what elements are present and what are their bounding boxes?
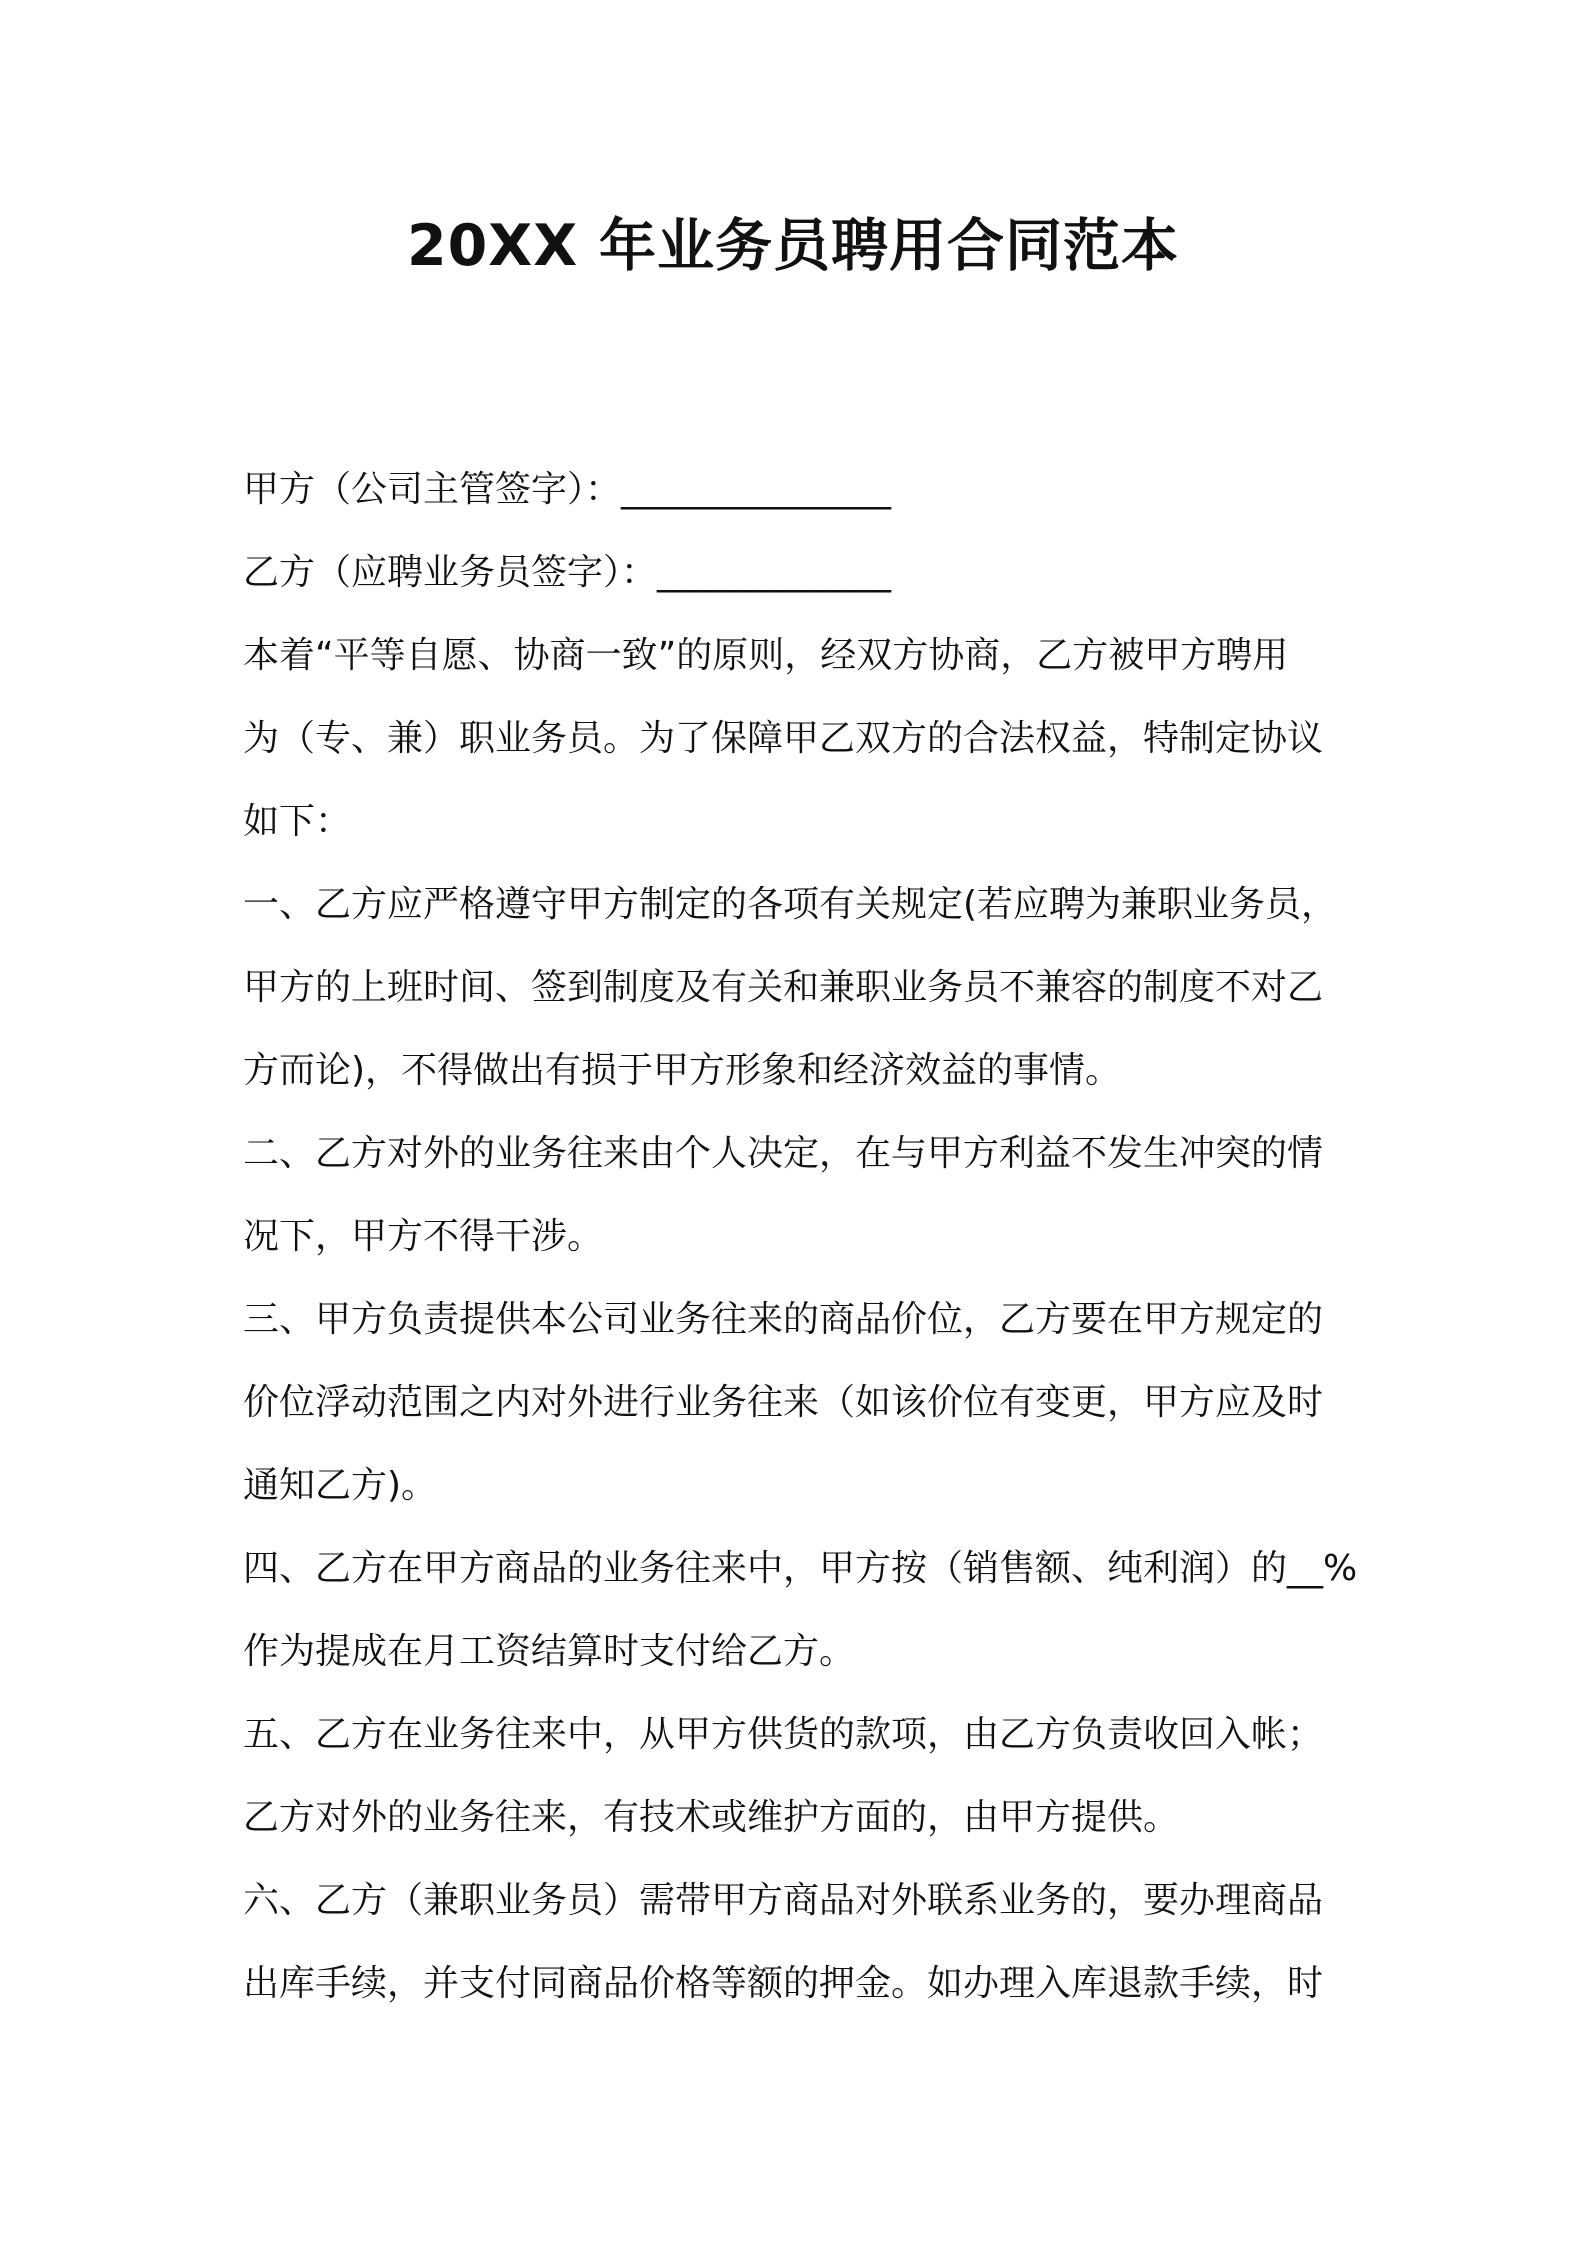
party-a-signature-line: 甲方（公司主管签字）：_______________ (243, 469, 892, 510)
clause-3-line: 价位浮动范围之内对外进行业务往来（如该价位有变更，甲方应及时 (243, 1382, 1324, 1423)
preamble-line: 如下： (243, 801, 352, 842)
clause-2-line: 况下，甲方不得干涉。 (243, 1216, 604, 1257)
clause-5-line: 五、乙方在业务往来中，从甲方供货的款项，由乙方负责收回入帐； (243, 1714, 1324, 1755)
clause-3-line: 通知乙方)。 (243, 1465, 438, 1506)
preamble-line: 本着“平等自愿、协商一致”的原则，经双方协商，乙方被甲方聘用 (243, 635, 1289, 676)
document-title: 20XX 年业务员聘用合同范本 (406, 213, 1180, 279)
contract-body (243, 448, 1357, 2025)
clause-1-line: 方而论)，不得做出有损于甲方形象和经济效益的事情。 (243, 1050, 1122, 1091)
clause-6-line: 六、乙方（兼职业务员）需带甲方商品对外联系业务的，要办理商品 (243, 1880, 1324, 1921)
clause-4-line: 作为提成在月工资结算时支付给乙方。 (243, 1631, 856, 1672)
clause-1-line: 一、乙方应严格遵守甲方制定的各项有关规定(若应聘为兼职业务员， (243, 884, 1338, 925)
clause-6-line: 出库手续，并支付同商品价格等额的押金。如办理入库退款手续，时 (243, 1963, 1324, 2004)
party-b-signature-line: 乙方（应聘业务员签字）：_____________ (243, 552, 892, 593)
clause-3-line: 三、甲方负责提供本公司业务往来的商品价位，乙方要在甲方规定的 (243, 1299, 1324, 1340)
clause-2-line: 二、乙方对外的业务往来由个人决定，在与甲方利益不发生冲突的情 (243, 1133, 1324, 1174)
preamble-line: 为（专、兼）职业务员。为了保障甲乙双方的合法权益，特制定协议 (243, 718, 1324, 759)
clause-1-line: 甲方的上班时间、签到制度及有关和兼职业务员不兼容的制度不对乙 (243, 967, 1324, 1008)
clause-4-line: 四、乙方在甲方商品的业务往来中，甲方按（销售额、纯利润）的__% (243, 1548, 1357, 1589)
clause-5-line: 乙方对外的业务往来，有技术或维护方面的，由甲方提供。 (243, 1797, 1180, 1838)
